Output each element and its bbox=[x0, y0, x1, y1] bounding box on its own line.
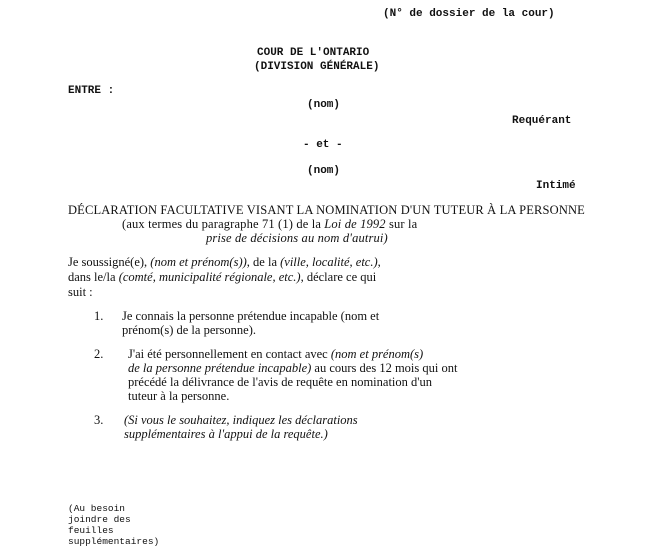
respondent-label: Intimé bbox=[536, 180, 576, 192]
item-number: 1. bbox=[94, 309, 104, 323]
applicant-label: Requérant bbox=[512, 115, 572, 127]
item-1-line-2: prénom(s) de la personne). bbox=[122, 323, 256, 337]
statute-law-name: Loi de 1992 bbox=[324, 217, 386, 231]
intro-text: , bbox=[377, 255, 381, 269]
intro-text: Je soussigné(e), bbox=[68, 255, 151, 269]
county-placeholder: (comté, municipalité régionale, etc.) bbox=[118, 270, 301, 284]
court-file-number: (N° de dossier de la cour) bbox=[383, 8, 555, 20]
item-text: J'ai été personnellement en contact avec bbox=[128, 347, 331, 361]
footnote-line-1: (Au besoin bbox=[68, 503, 126, 514]
statute-reference bbox=[122, 217, 417, 232]
item-number: 2. bbox=[94, 347, 104, 361]
and-separator: - et - bbox=[303, 139, 343, 151]
respondent-name-placeholder: (nom) bbox=[307, 165, 341, 177]
person-name-placeholder: de la personne prétendue incapable) bbox=[128, 361, 312, 375]
item-number: 3. bbox=[94, 413, 104, 427]
intro-line-2 bbox=[68, 270, 376, 285]
declarant-name-placeholder: (nom et prénom(s)) bbox=[150, 255, 247, 269]
footnote-line-3: feuilles bbox=[68, 525, 114, 536]
footnote-line-4: supplémentaires) bbox=[68, 536, 160, 547]
court-division: (DIVISION GÉNÉRALE) bbox=[254, 61, 380, 73]
intro-text: , de la bbox=[246, 255, 281, 269]
item-3-line-2: supplémentaires à l'appui de la requête.) bbox=[124, 427, 328, 441]
item-2-line-1 bbox=[128, 347, 423, 362]
footnote-line-2: joindre des bbox=[68, 514, 131, 525]
item-1-line-1: Je connais la personne prétendue incapable (nom et bbox=[122, 309, 380, 323]
applicant-name-placeholder: (nom) bbox=[307, 99, 341, 111]
statute-text-b: sur la bbox=[385, 217, 418, 231]
form-title: DÉCLARATION FACULTATIVE VISANT LA NOMINATION D'UN TUTEUR À LA PERSONNE bbox=[68, 203, 585, 217]
between-label: ENTRE : bbox=[68, 85, 115, 97]
intro-line-3: suit : bbox=[68, 285, 93, 299]
city-placeholder: (ville, localité, etc.) bbox=[280, 255, 378, 269]
intro-line-1 bbox=[68, 255, 381, 270]
statute-text-a: (aux termes du paragraphe 71 (1) de la bbox=[122, 217, 325, 231]
item-3-line-1: (Si vous le souhaitez, indiquez les déclarations bbox=[124, 413, 358, 427]
intro-text: dans le/la bbox=[68, 270, 119, 284]
court-name: COUR DE L'ONTARIO bbox=[257, 47, 370, 59]
statute-title-continued: prise de décisions au nom d'autrui) bbox=[206, 231, 388, 245]
person-name-placeholder: (nom et prénom(s) bbox=[330, 347, 424, 361]
intro-text: , déclare ce qui bbox=[300, 270, 377, 284]
item-2-line-3: précédé la délivrance de l'avis de requête en nomination d'un bbox=[128, 375, 433, 389]
item-2-line-2 bbox=[128, 361, 457, 376]
item-text: au cours des 12 mois qui ont bbox=[311, 361, 458, 375]
item-2-line-4: tuteur à la personne. bbox=[128, 389, 230, 403]
